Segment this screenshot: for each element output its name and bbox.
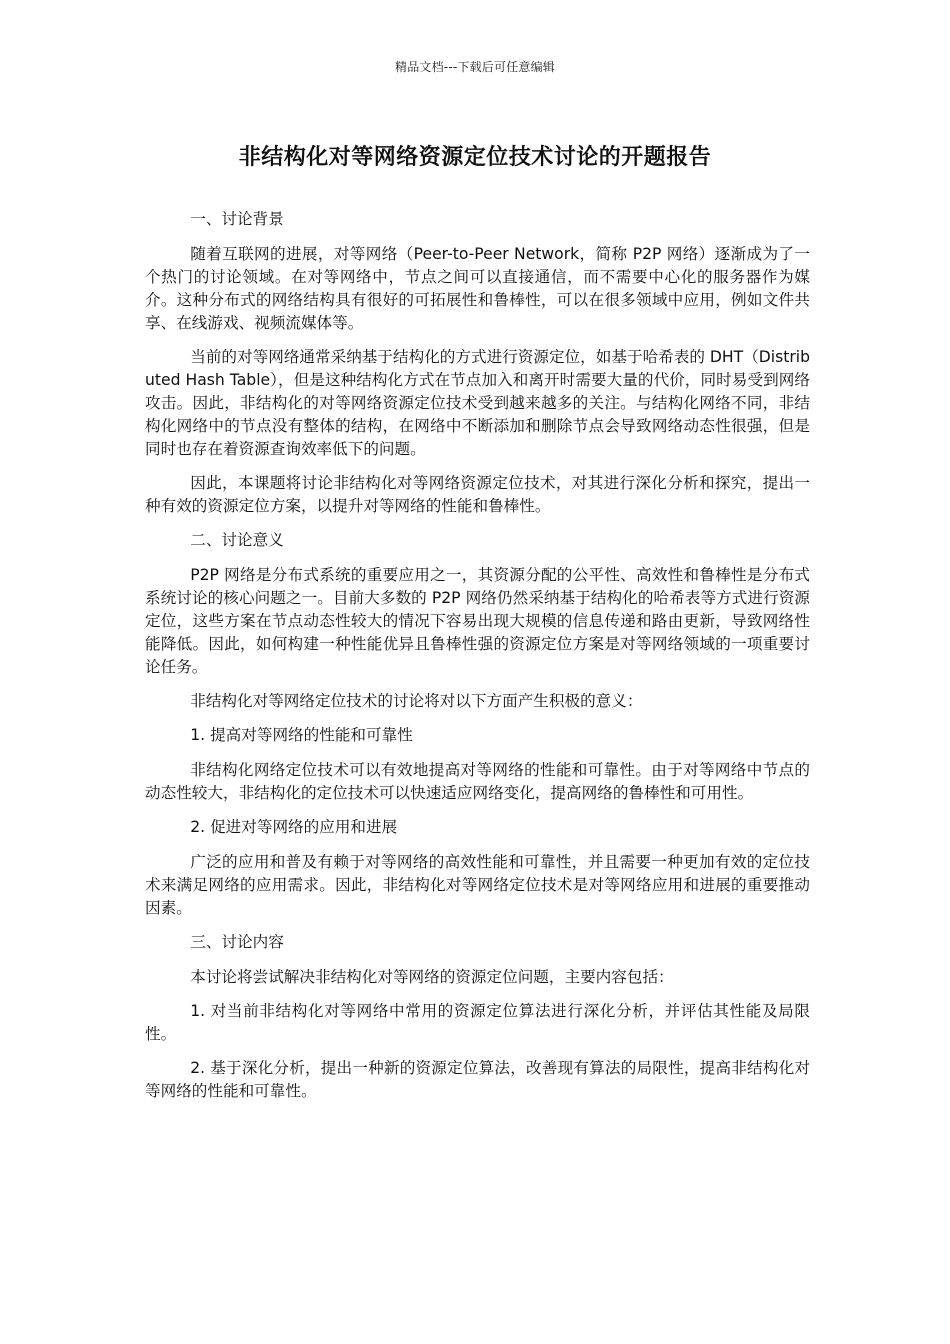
paragraph: 非结构化对等网络定位技术的讨论将对以下方面产生积极的意义： xyxy=(190,692,643,710)
list-item: 2. 基于深化分析，提出一种新的资源定位算法，改善现有算法的局限性，提高非结构化对等网络的性能和可靠性。 xyxy=(145,1059,810,1100)
section-heading: 二、讨论意义 xyxy=(190,531,284,549)
document-body xyxy=(145,208,810,1114)
list-item: 1. 对当前非结构化对等网络中常用的资源定位算法进行深化分析，并评估其性能及局限性。 xyxy=(145,1002,810,1043)
paragraph: 随着互联网的进展，对等网络（Peer-to-Peer Network，简称 P2P 网络）逐渐成为了一个热门的讨论领域。在对等网络中，节点之间可以直接通信，而不需要中心化的服务器作为媒介。这种分布式的网络结构具有很好的可拓展性和鲁棒性，可以在很多领域中应用，例如文件共享、在线游戏、视频流媒体等。 xyxy=(145,245,810,332)
header-note: 精品文档---下载后可任意编辑 xyxy=(395,60,555,74)
paragraph: 当前的对等网络通常采纳基于结构化的方式进行资源定位，如基于哈希表的 DHT（Distributed Hash Table），但是这种结构化方式在节点加入和离开时需要大量的代价，同时易受到网络攻击。因此，非结构化的对等网络资源定位技术受到越来越多的关注。与结构化网络不同，非结构化网络中的节点没有整体的结构，在网络中不断添加和删除节点会导致网络动态性很强，但是同时也存在着资源查询效率低下的问题。 xyxy=(145,348,810,458)
section-heading: 一、讨论背景 xyxy=(190,210,284,228)
subsection-heading: 1. 提高对等网络的性能和可靠性 xyxy=(190,726,413,744)
paragraph: 因此，本课题将讨论非结构化对等网络资源定位技术，对其进行深化分析和探究，提出一种有效的资源定位方案，以提升对等网络的性能和鲁棒性。 xyxy=(145,474,810,515)
paragraph: P2P 网络是分布式系统的重要应用之一，其资源分配的公平性、高效性和鲁棒性是分布式系统讨论的核心问题之一。目前大多数的 P2P 网络仍然采纳基于结构化的哈希表等方式进行资源定位，这些方案在节点动态性较大的情况下容易出现大规模的信息传递和路由更新，导致网络性能降低。因此，如何构建一种性能优异且鲁棒性强的资源定位方案是对等网络领域的一项重要讨论任务。 xyxy=(145,566,810,676)
paragraph: 广泛的应用和普及有赖于对等网络的高效性能和可靠性，并且需要一种更加有效的定位技术来满足网络的应用需求。因此，非结构化对等网络定位技术是对等网络应用和进展的重要推动因素。 xyxy=(145,853,810,917)
subsection-heading: 2. 促进对等网络的应用和进展 xyxy=(190,818,398,836)
paragraph: 本讨论将尝试解决非结构化对等网络的资源定位问题，主要内容包括： xyxy=(190,968,674,986)
section-heading: 三、讨论内容 xyxy=(190,933,284,951)
paragraph: 非结构化网络定位技术可以有效地提高对等网络的性能和可靠性。由于对等网络中节点的动态性较大，非结构化的定位技术可以快速适应网络变化，提高网络的鲁棒性和可用性。 xyxy=(145,761,810,802)
document-title: 非结构化对等网络资源定位技术讨论的开题报告 xyxy=(238,145,712,170)
